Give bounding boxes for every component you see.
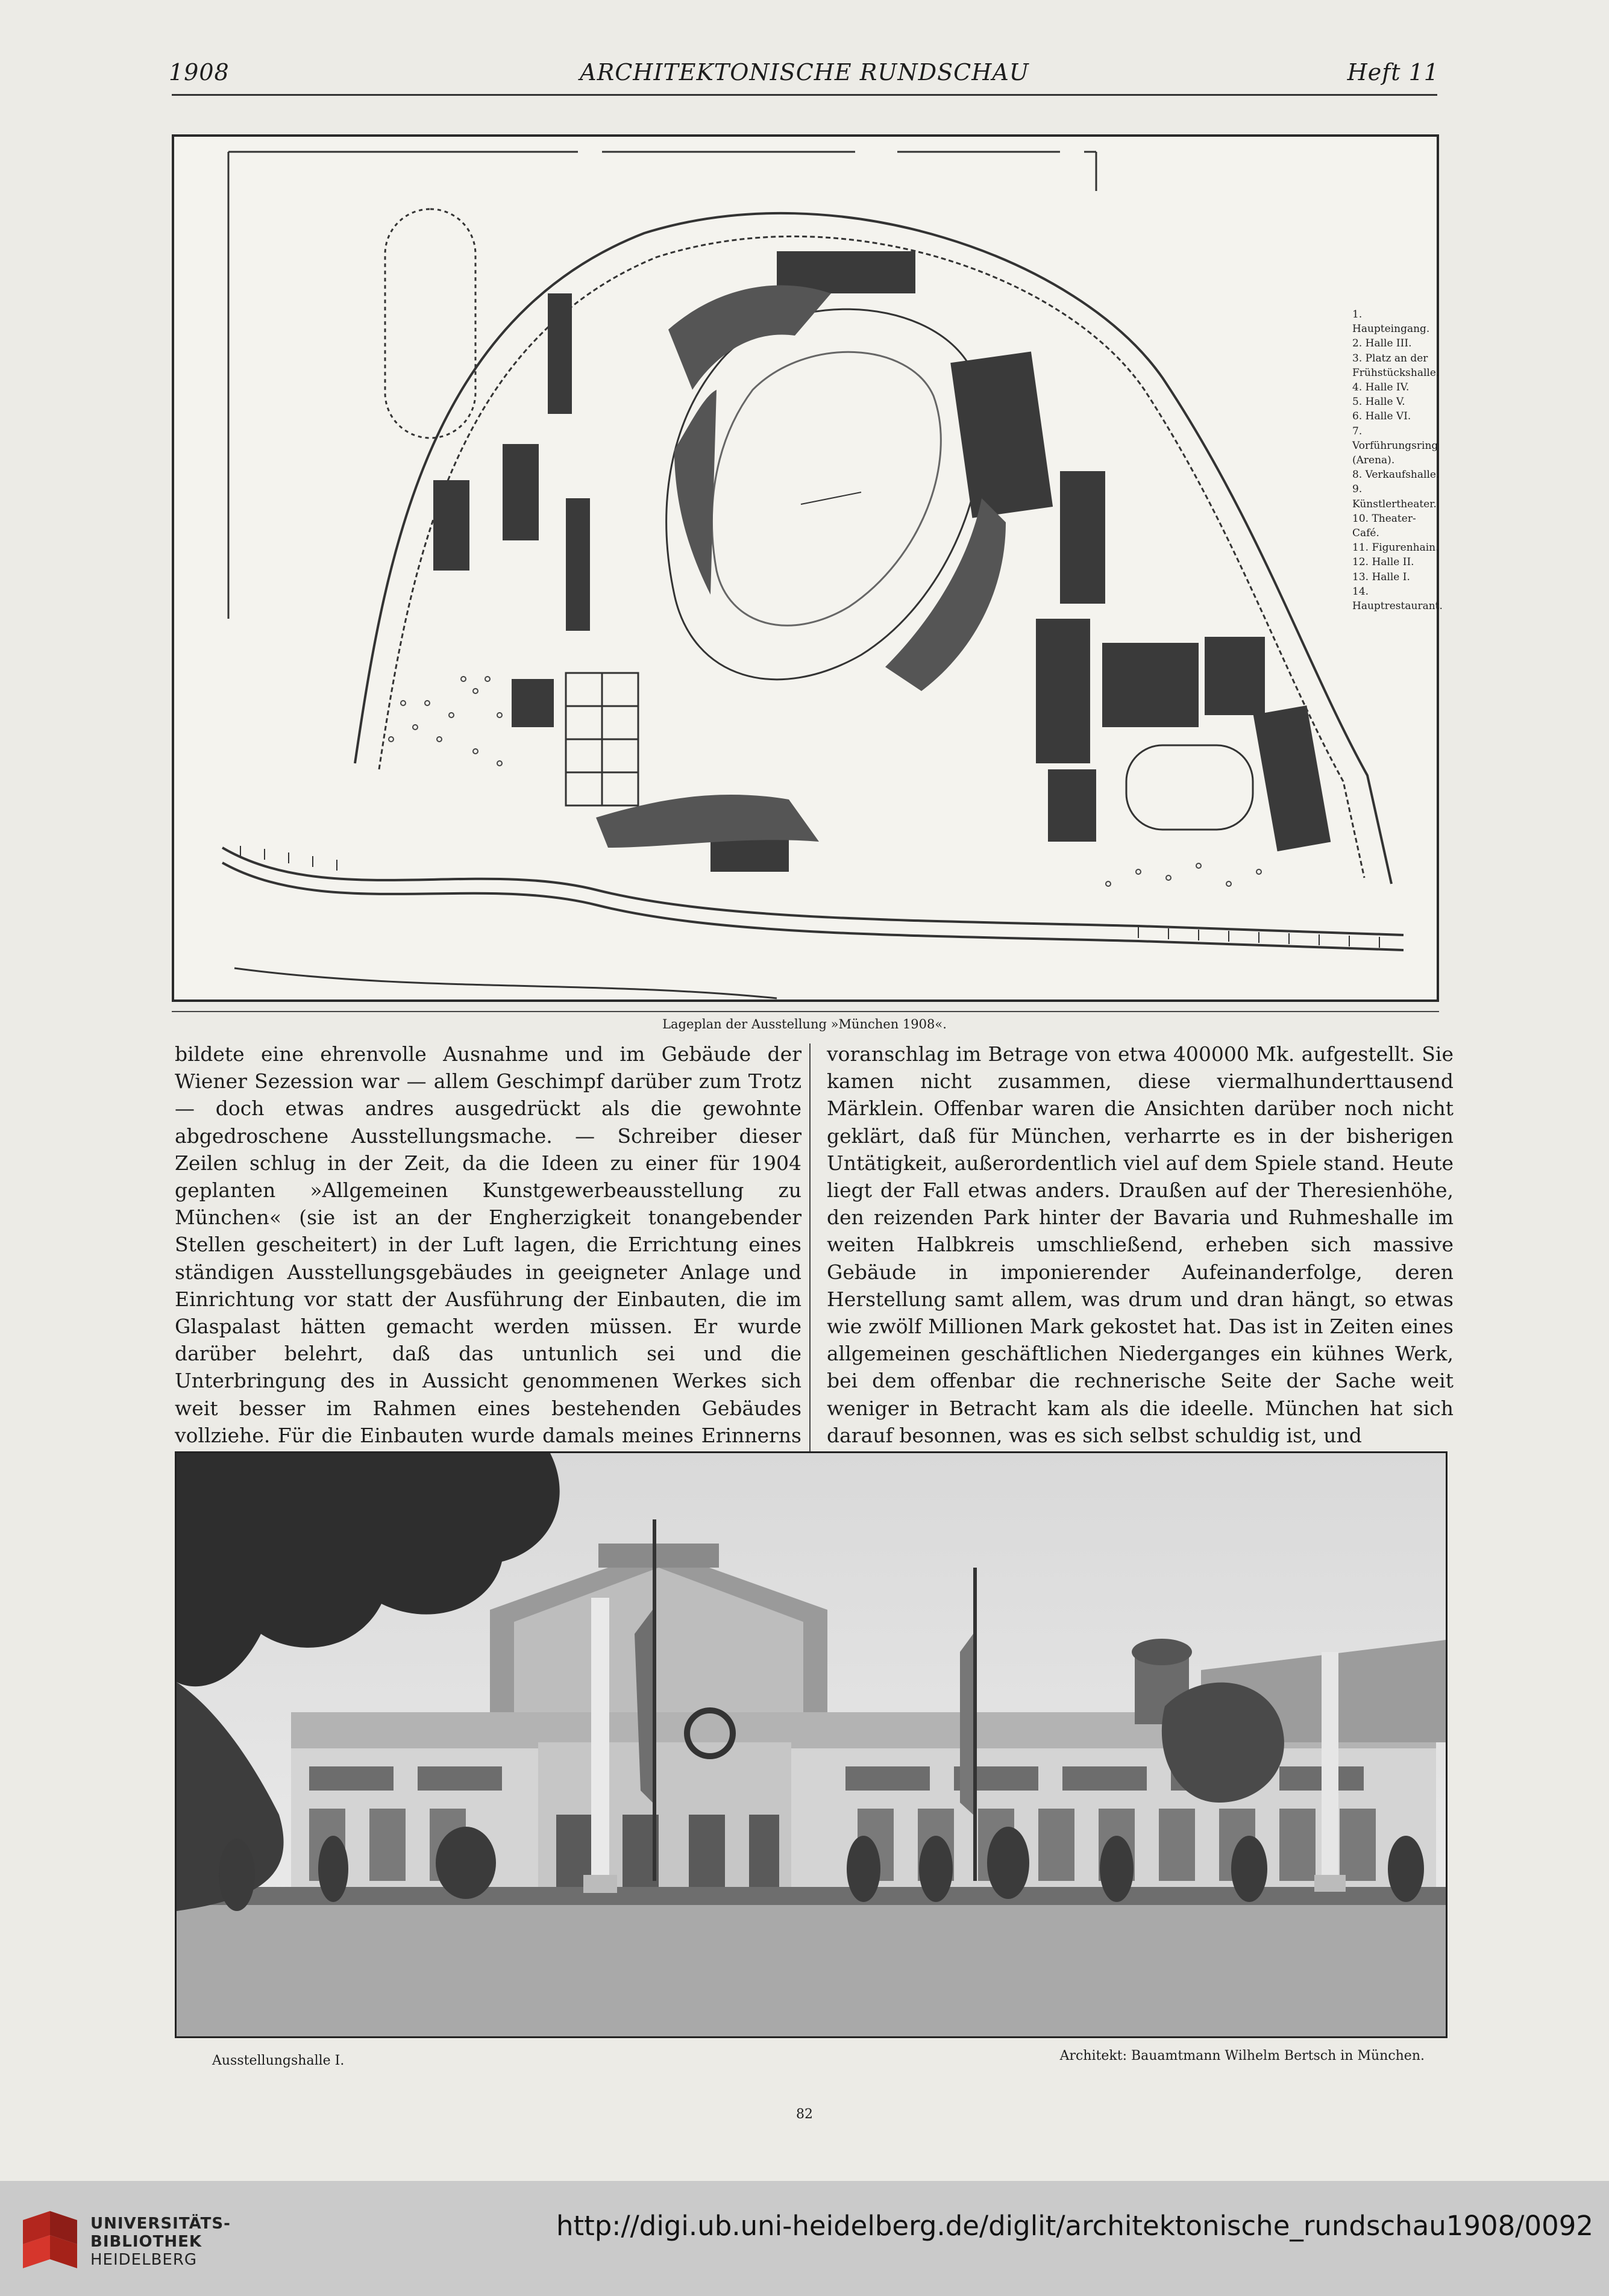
digitization-footer (0, 2181, 1609, 2296)
legend-item: 3. Platz an der Frühstückshalle. (1352, 352, 1440, 379)
legend-item: 2. Halle III. (1352, 337, 1412, 350)
photo-credit: Architekt: Bauamtmann Wilhelm Bertsch in München. (1059, 2048, 1425, 2063)
page-header (0, 55, 1609, 98)
column-divider (809, 1043, 811, 1459)
legend-item: 6. Halle VI. (1352, 410, 1411, 423)
body-paragraph-left: bildete eine ehrenvolle Ausnahme und im Gebäude der Wiener Sezession war — allem Geschimpf darüber zum Trotz — doch etwas andres ausgedrückt als die gewohnte abgedroschene Ausstellungsmache. — Schreiber dieser Zeilen schlug in der Zeit, da die Ideen zu einer für 1904 geplanten »Allgemeinen Kunstgewerbeausstellung zu München« (sie ist an der Engherzigkeit tonangebender Stellen gescheitert) in der Luft lagen, die Errichtung eines ständigen Ausstellungsgebäudes in geeigneter Anlage und Einrichtung vor statt der Ausführung der Einbauten, die im Glaspalast hätten gemacht werden müssen. Er wurde darüber belehrt, daß das untunlich sei und die Unterbringung des in Aussicht genommenen Werkes sich weit besser im Rahmen eines bestehenden Gebäudes vollziehe. Für die Einbauten wurde damals meines Erinnerns (175, 1042, 801, 1447)
text-column-right (827, 1040, 1454, 1449)
legend-item: 1. Haupteingang. (1352, 308, 1430, 336)
legend-item: 12. Halle II. (1352, 556, 1414, 569)
exhibition-hall-photo (175, 1451, 1447, 2038)
library-name (90, 2215, 231, 2269)
university-library-logo-icon (17, 2208, 83, 2274)
header-year: 1908 (169, 59, 230, 86)
source-url-link[interactable]: http://digi.ub.uni-heidelberg.de/diglit/architektonische_rundschau1908/0092 (556, 2210, 1593, 2242)
legend-item: 13. Halle I. (1352, 571, 1410, 583)
legend-item: 7. Vorführungsring (Arena). (1352, 425, 1438, 467)
legend-item: 11. Figurenhain. (1352, 542, 1439, 554)
legend-item: 4. Halle IV. (1352, 381, 1410, 394)
site-plan-map (172, 134, 1443, 1002)
legend-item: 5. Halle V. (1352, 396, 1405, 408)
map-caption: Lageplan der Ausstellung »München 1908«. (662, 1017, 947, 1031)
hall-photo-drawing (177, 1453, 1446, 2036)
legend-item: 9. Künstlertheater. (1352, 483, 1437, 510)
header-issue: Heft 11 (1347, 59, 1439, 86)
site-plan-drawing (174, 137, 1437, 999)
map-legend (1352, 307, 1443, 613)
text-column-left (175, 1040, 801, 1476)
page-number: 82 (796, 2107, 813, 2122)
library-line: HEIDELBERG (90, 2251, 198, 2269)
library-line: BIBLIOTHEK (90, 2233, 202, 2251)
legend-item: 14. Hauptrestaurant. (1352, 585, 1443, 613)
library-line: UNIVERSITÄTS- (90, 2215, 231, 2233)
header-rule (172, 94, 1437, 96)
header-title: ARCHITEKTONISCHE RUNDSCHAU (580, 59, 1029, 86)
map-rule (172, 1011, 1439, 1012)
legend-item: 10. Theater-Café. (1352, 512, 1416, 540)
body-paragraph-right: voranschlag im Betrage von etwa 400000 Mk. aufgestellt. Sie kamen nicht zusammen, diese viermalhunderttausend Märklein. Offenbar waren die Ansichten darüber noch nicht geklärt, daß für München, verharrte es in der bisherigen Untätigkeit, außerordentlich viel auf dem Spiele stand. Heute liegt der Fall etwas anders. Draußen auf der Theresienhöhe, den reizenden Park hinter der Bavaria und Ruhmeshalle im weiten Halbkreis umschließend, erheben sich massive Gebäude in imponierender Aufeinanderfolge, deren Herstellung samt allem, was drum und dran hängt, so etwas wie zwölf Millionen Mark gekostet hat. Das ist in Zeiten eines allgemeinen geschäftlichen Niederganges ein kühnes Werk, bei dem offenbar die rechnerische Seite der Sache weit weniger in Betracht kam als die ideelle. München hat sich darauf besonnen, was es sich selbst schuldig ist, und (827, 1042, 1454, 1447)
photo-caption: Ausstellungshalle I. (212, 2053, 345, 2068)
legend-item: 8. Verkaufshalle. (1352, 469, 1440, 481)
